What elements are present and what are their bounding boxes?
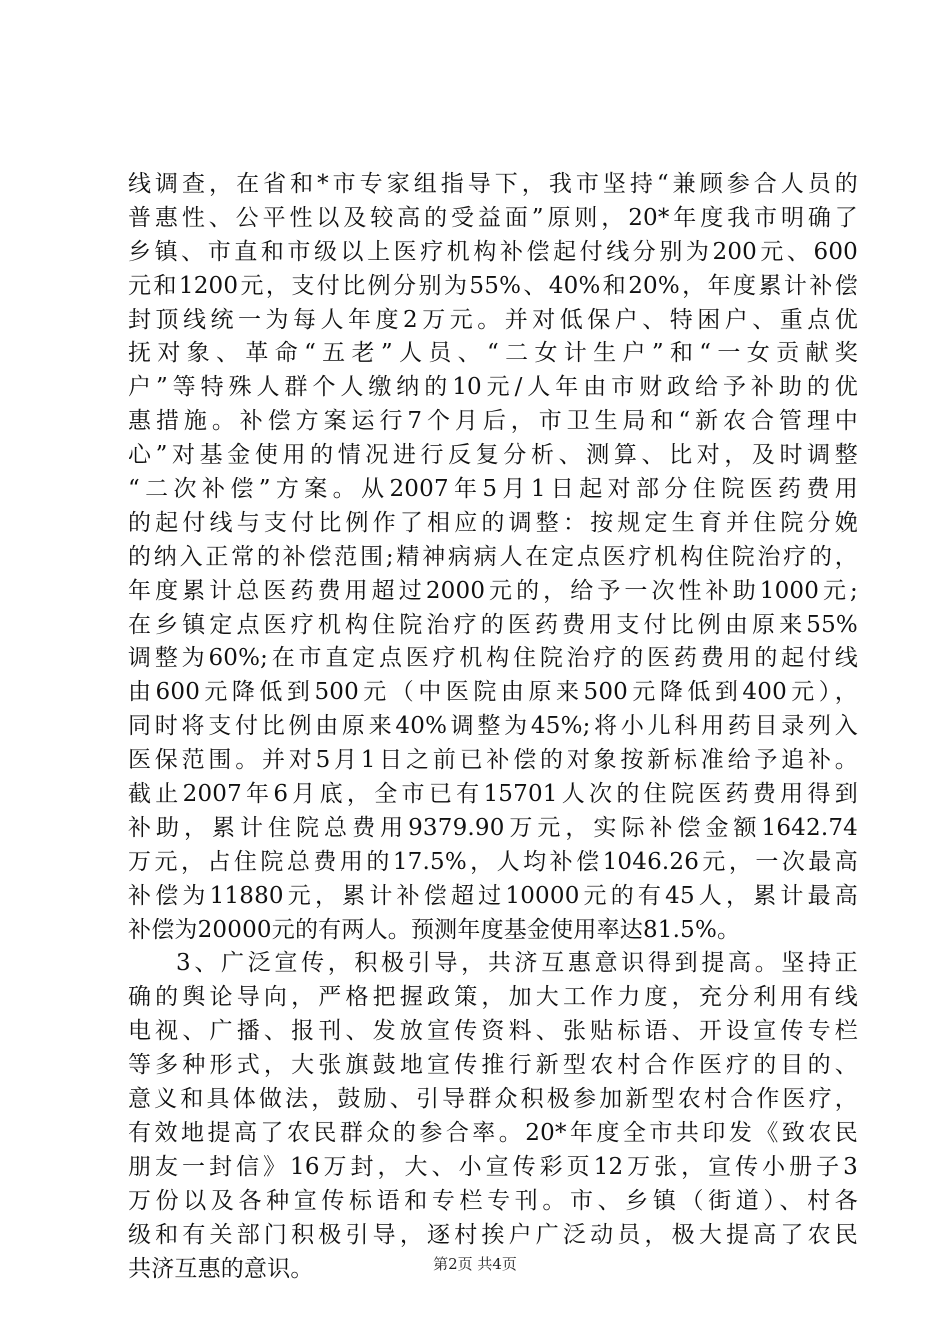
- text-line: 心”对基金使用的情况进行反复分析、测算、比对，及时调整: [128, 442, 858, 469]
- text-line: 万元，占住院总费用的17.5%，人均补偿1046.26元，一次最高: [128, 848, 858, 875]
- text-line: 等多种形式，大张旗鼓地宣传推行新型农村合作医疗的目的、: [128, 1052, 858, 1079]
- text-line: 截止2007年6月底，全市已有15701人次的住院医药费用得到: [128, 781, 858, 808]
- text-line: 年度累计总医药费用超过2000元的，给予一次性补助1000元;: [128, 577, 858, 604]
- text-line: 意义和具体做法，鼓励、引导群众积极参加新型农村合作医疗，: [128, 1086, 858, 1113]
- text-line: 级和有关部门积极引导，逐村挨户广泛动员，极大提高了农民: [128, 1221, 858, 1248]
- text-line: 朋友一封信》16万封，大、小宣传彩页12万张，宣传小册子3: [128, 1153, 858, 1180]
- text-line: 的纳入正常的补偿范围;精神病病人在定点医疗机构住院治疗的，: [128, 543, 858, 570]
- text-line: 线调查，在省和*市专家组指导下，我市坚持“兼顾参合人员的: [128, 171, 858, 197]
- text-line: 调整为60%;在市直定点医疗机构住院治疗的医药费用的起付线: [128, 645, 858, 672]
- text-line: 元和1200元，支付比例分别为55%、40%和20%，年度累计补偿: [128, 272, 858, 299]
- text-line: 确的舆论导向，严格把握政策，加大工作力度，充分利用有线: [128, 984, 858, 1011]
- text-line: 补偿为11880元，累计补偿超过10000元的有45人，累计最高: [128, 882, 858, 909]
- text-line: 医保范围。并对5月1日之前已补偿的对象按新标准给予追补。: [128, 747, 858, 774]
- text-line: 补偿为20000元的有两人。预测年度基金使用率达81.5%。: [128, 916, 741, 943]
- text-line: 万份以及各种宣传标语和专栏专刊。市、乡镇（街道）、村各: [128, 1187, 858, 1214]
- text-line: 在乡镇定点医疗机构住院治疗的医药费用支付比例由原来55%: [128, 611, 858, 638]
- text-line: 共济互惠的意识。: [128, 1255, 314, 1282]
- text-line: 普惠性、公平性以及较高的受益面”原则，20*年度我市明确了: [128, 204, 858, 231]
- text-line: 的起付线与支付比例作了相应的调整：按规定生育并住院分娩: [128, 509, 858, 536]
- text-line: “二次补偿”方案。从2007年5月1日起对部分住院医药费用: [128, 476, 858, 503]
- page-footer: 第2页 共4页: [433, 1255, 517, 1273]
- text-line: 惠措施。补偿方案运行7个月后，市卫生局和“新农合管理中: [128, 408, 858, 435]
- text-line: 3、广泛宣传，积极引导，共济互惠意识得到提高。坚持正: [176, 950, 858, 977]
- text-line: 补助，累计住院总费用9379.90万元，实际补偿金额1642.74: [128, 814, 858, 841]
- text-line: 户”等特殊人群个人缴纳的10元/人年由市财政给予补助的优: [128, 374, 858, 401]
- text-line: 同时将支付比例由原来40%调整为45%;将小儿科用药目录列入: [128, 713, 858, 740]
- text-line: 乡镇、市直和市级以上医疗机构补偿起付线分别为200元、600: [128, 238, 858, 265]
- text-line: 有效地提高了农民群众的参合率。20*年度全市共印发《致农民: [128, 1119, 858, 1146]
- document-body: [128, 168, 858, 1286]
- text-line: 由600元降低到500元（中医院由原来500元降低到400元），: [128, 679, 858, 706]
- text-line: 封顶线统一为每人年度2万元。并对低保户、特困户、重点优: [128, 306, 858, 333]
- text-line: 抚对象、革命“五老”人员、“二女计生户”和“一女贡献奖: [128, 340, 858, 367]
- text-line: 电视、广播、报刊、发放宣传资料、张贴标语、开设宣传专栏: [128, 1018, 858, 1045]
